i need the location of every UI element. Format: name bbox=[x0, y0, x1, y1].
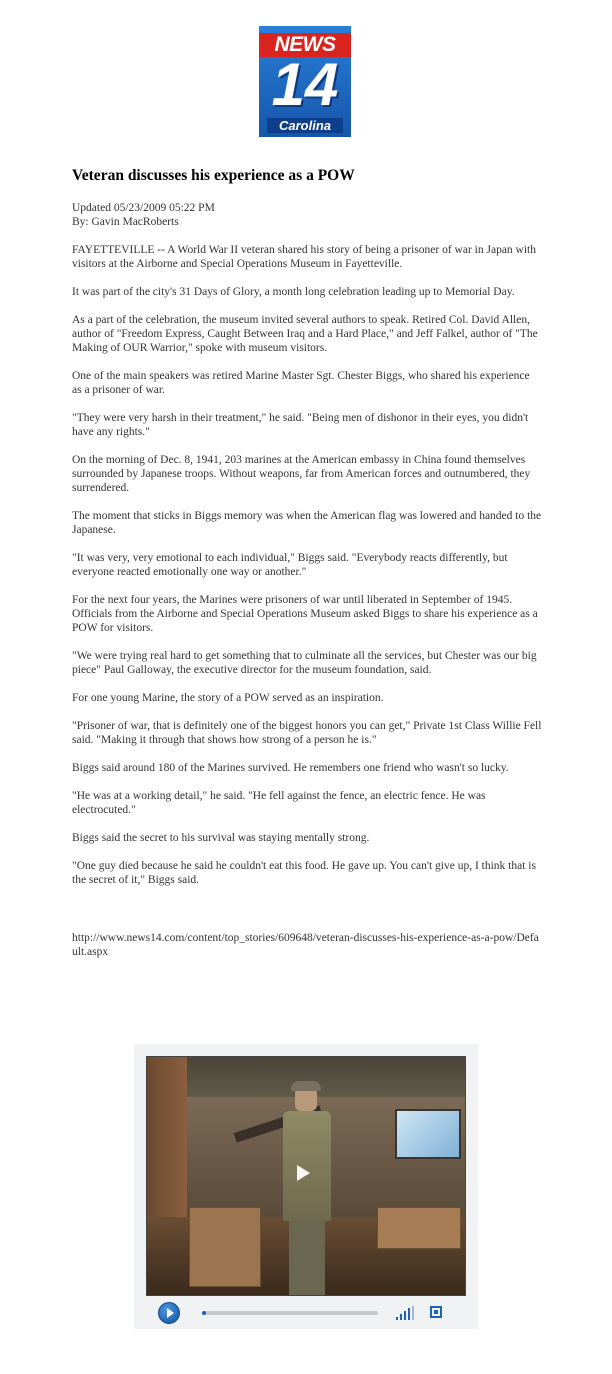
article-paragraph: The moment that sticks in Biggs memory was when the American flag was lowered and handed to the Japanese. bbox=[72, 510, 542, 536]
play-overlay-icon[interactable] bbox=[297, 1165, 310, 1181]
play-button[interactable] bbox=[158, 1302, 180, 1324]
article-paragraph: "We were trying real hard to get something that to culminate all the services, but Chester was our big piece" Paul Galloway, the executive director for the museum foundation, said. bbox=[72, 650, 537, 676]
article-paragraph: Biggs said around 180 of the Marines survived. He remembers one friend who wasn't so lucky. bbox=[72, 762, 509, 774]
video-scene-crate bbox=[189, 1207, 261, 1287]
soldier-hat bbox=[291, 1081, 321, 1091]
article-paragraph: One of the main speakers was retired Marine Master Sgt. Chester Biggs, who shared his experience as a prisoner of war. bbox=[72, 370, 530, 396]
article-paragraph: For the next four years, the Marines were prisoners of war until liberated in September of 1945. Officials from the Airborne and Special Operations Museum asked Biggs to share his experience as a POW for visitors. bbox=[72, 594, 538, 634]
article-paragraph: "He was at a working detail," he said. "He fell against the fence, an electric fence. He was electrocuted." bbox=[72, 790, 486, 816]
logo-word: NEWS bbox=[259, 33, 351, 57]
article-paragraph: As a part of the celebration, the museum invited several authors to speak. Retired Col. David Allen, author of "Freedom Express, Caught Between Iraq and a Hard Place," and Jeff Falkel, author of "The Making of OUR Warrior," spoke with museum visitors. bbox=[72, 314, 538, 354]
video-frame[interactable] bbox=[146, 1056, 466, 1296]
logo-number: 14 bbox=[271, 51, 339, 118]
article-paragraph: FAYETTEVILLE -- A World War II veteran shared his story of being a prisoner of war in Japan with visitors at the Airborne and Special Operations Museum in Fayetteville. bbox=[72, 244, 536, 270]
soldier-legs bbox=[289, 1221, 325, 1295]
updated-timestamp: Updated 05/23/2009 05:22 PM bbox=[72, 202, 215, 214]
article-paragraph: "One guy died because he said he couldn't eat this food. He gave up. You can't give up, I think that is the secret of it," Biggs said. bbox=[72, 860, 536, 886]
video-scene-crate bbox=[377, 1207, 461, 1249]
logo-region: Carolina bbox=[267, 118, 343, 133]
volume-icon[interactable] bbox=[396, 1306, 414, 1320]
article-paragraph: Biggs said the secret to his survival was staying mentally strong. bbox=[72, 832, 370, 844]
article-paragraph: "Prisoner of war, that is definitely one of the biggest honors you can get," Private 1st Class Willie Fell said. "Making it through that shows how strong of a person he is." bbox=[72, 720, 542, 746]
article-paragraph: For one young Marine, the story of a POW served as an inspiration. bbox=[72, 692, 384, 704]
video-scene-screen bbox=[395, 1109, 461, 1159]
video-player bbox=[134, 1044, 478, 1329]
article-meta bbox=[72, 201, 542, 229]
article-paragraph: "It was very, very emotional to each individual," Biggs said. "Everybody reacts differently, but everyone reacted emotionally one way or another." bbox=[72, 552, 508, 578]
progress-fill bbox=[202, 1311, 206, 1315]
video-scene-soldier bbox=[277, 1085, 337, 1295]
article-paragraph: "They were very harsh in their treatment," he said. "Being men of dishonor in their eyes, you didn't have any rights." bbox=[72, 412, 529, 438]
source-url[interactable]: http://www.news14.com/content/top_stories/609648/veteran-discusses-his-experience-as-a-pow/Default.aspx bbox=[72, 932, 539, 958]
byline: By: Gavin MacRoberts bbox=[72, 216, 179, 228]
news14-carolina-logo bbox=[259, 26, 351, 137]
progress-bar[interactable] bbox=[202, 1311, 378, 1315]
article-headline: Veteran discusses his experience as a POW bbox=[72, 167, 355, 184]
article-paragraph: It was part of the city's 31 Days of Glory, a month long celebration leading up to Memorial Day. bbox=[72, 286, 515, 298]
fullscreen-icon[interactable] bbox=[430, 1306, 442, 1318]
play-icon bbox=[167, 1308, 174, 1318]
player-controls bbox=[146, 1300, 464, 1326]
article bbox=[72, 166, 542, 901]
article-paragraph: On the morning of Dec. 8, 1941, 203 marines at the American embassy in China found themselves surrounded by Japanese troops. Without weapons, far from American forces and outnumbered, they surrendered. bbox=[72, 454, 531, 494]
